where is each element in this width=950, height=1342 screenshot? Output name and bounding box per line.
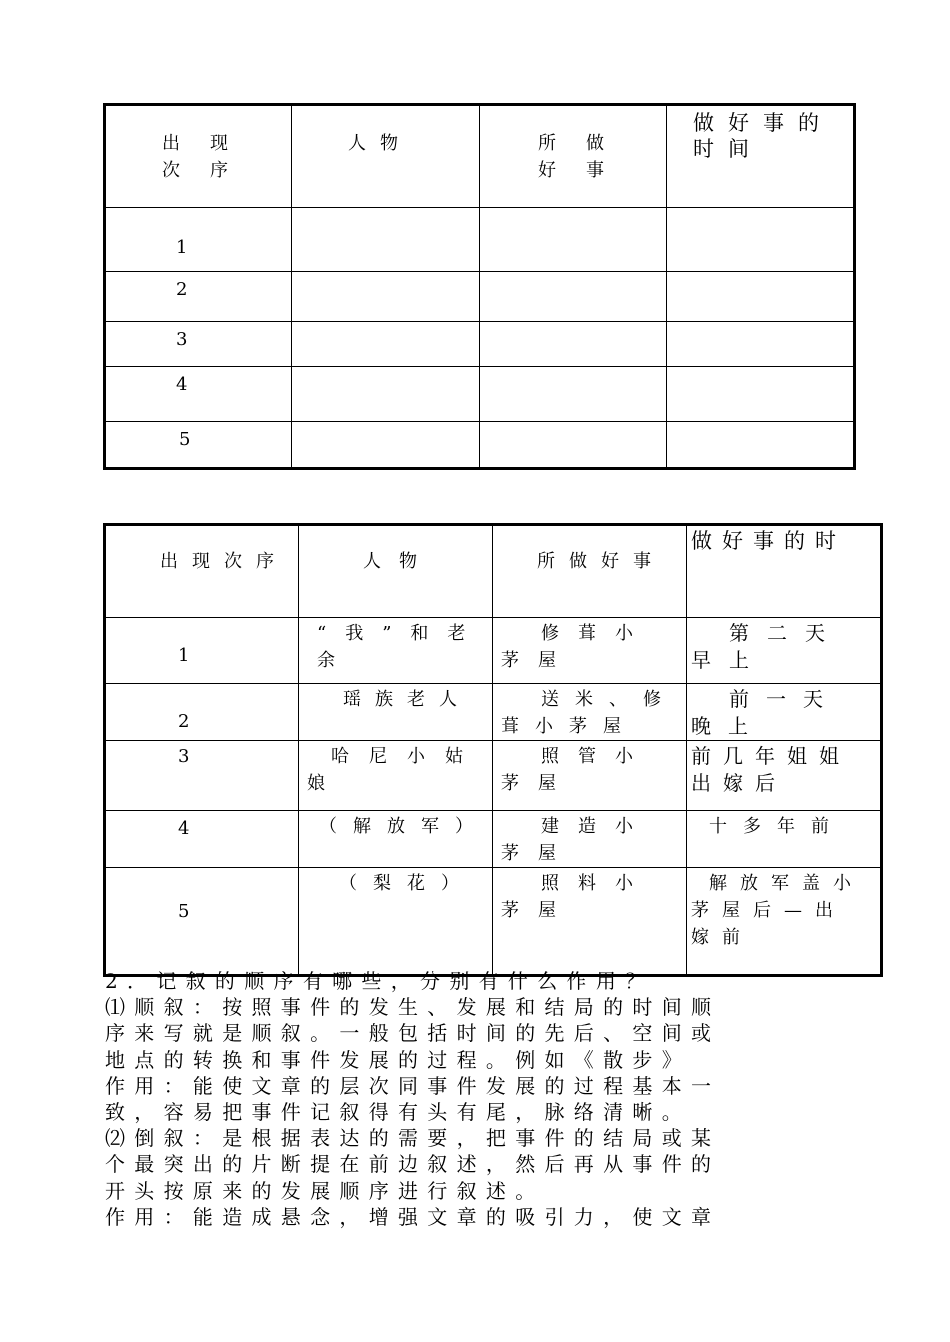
order-cell: 5 bbox=[105, 868, 299, 976]
table-row bbox=[105, 422, 855, 469]
table-header-row bbox=[105, 105, 855, 208]
table-row bbox=[105, 322, 855, 367]
deed-cell bbox=[480, 422, 667, 469]
table-row bbox=[105, 618, 882, 684]
question-heading: 2．记叙的顺序有哪些，分别有什么作用？ bbox=[105, 969, 655, 993]
text-line: 个最突出的片断提在前边叙述，然后再从事件的 bbox=[105, 1152, 721, 1177]
time-cell: 第二天早上 bbox=[687, 618, 882, 684]
header-person: 人物 bbox=[299, 525, 493, 618]
time-cell bbox=[667, 208, 855, 272]
header-person: 人物 bbox=[292, 105, 480, 208]
header-order: 出现次序 bbox=[105, 525, 299, 618]
text-line: 作用：能使文章的层次同事件发展的过程基本一 bbox=[105, 1073, 721, 1098]
header-time: 做好事的时间 bbox=[667, 105, 855, 208]
table-row bbox=[105, 741, 882, 811]
person-cell bbox=[292, 208, 480, 272]
text-line: 致，容易把事件记叙得有头有尾，脉络清晰。 bbox=[105, 1100, 691, 1125]
header-order: 出现次序 bbox=[105, 105, 292, 208]
time-cell: 前几年姐姐出嫁后 bbox=[687, 741, 882, 811]
deed-cell: 送米、修葺小茅屋 bbox=[493, 684, 687, 741]
time-cell bbox=[667, 272, 855, 322]
deed-cell: 照料小茅屋 bbox=[493, 868, 687, 976]
table-row bbox=[105, 367, 855, 422]
text-line: ⑴顺叙：按照事件的发生、发展和结局的时间顺 bbox=[105, 995, 721, 1020]
text-line: 开头按原来的发展顺序进行叙述。 bbox=[105, 1178, 545, 1203]
deed-cell bbox=[480, 272, 667, 322]
time-cell bbox=[667, 422, 855, 469]
time-cell bbox=[667, 367, 855, 422]
order-cell: 4 bbox=[105, 811, 299, 868]
table-header-row bbox=[105, 525, 882, 618]
person-cell: （解放军） bbox=[299, 811, 493, 868]
table-1 bbox=[103, 103, 856, 470]
table-2 bbox=[103, 523, 883, 977]
deed-cell: 照管小茅屋 bbox=[493, 741, 687, 811]
order-cell: 2 bbox=[105, 272, 292, 322]
text-line: 地点的转换和事件发展的过程。例如《散步》 bbox=[105, 1047, 691, 1072]
order-cell: 1 bbox=[105, 208, 292, 272]
text-line: ⑵倒叙：是根据表达的需要，把事件的结局或某 bbox=[105, 1126, 721, 1151]
deed-cell bbox=[480, 367, 667, 422]
table-row bbox=[105, 208, 855, 272]
order-cell: 4 bbox=[105, 367, 292, 422]
person-cell: “我”和老余 bbox=[299, 618, 493, 684]
person-cell bbox=[292, 367, 480, 422]
header-time: 做好事的时 bbox=[687, 525, 882, 618]
person-cell bbox=[292, 272, 480, 322]
table-row bbox=[105, 811, 882, 868]
table-row bbox=[105, 272, 855, 322]
person-cell bbox=[292, 422, 480, 469]
deed-cell bbox=[480, 208, 667, 272]
text-line: 作用：能造成悬念，增强文章的吸引力，使文章 bbox=[105, 1204, 721, 1229]
order-cell: 3 bbox=[105, 741, 299, 811]
deed-cell bbox=[480, 322, 667, 367]
time-cell: 前一天晚上 bbox=[687, 684, 882, 741]
order-cell: 3 bbox=[105, 322, 292, 367]
time-cell: 十多年前 bbox=[687, 811, 882, 868]
order-cell: 1 bbox=[105, 618, 299, 684]
text-line: 序来写就是顺叙。一般包括时间的先后、空间或 bbox=[105, 1021, 721, 1046]
header-deed: 所做好事 bbox=[480, 105, 667, 208]
table-row bbox=[105, 684, 882, 741]
time-cell bbox=[667, 322, 855, 367]
person-cell bbox=[292, 322, 480, 367]
deed-cell: 修葺小茅屋 bbox=[493, 618, 687, 684]
header-deed: 所做好事 bbox=[493, 525, 687, 618]
person-cell: （梨花） bbox=[299, 868, 493, 976]
table-row bbox=[105, 868, 882, 976]
body-text bbox=[105, 968, 840, 1230]
order-cell: 5 bbox=[105, 422, 292, 469]
order-cell: 2 bbox=[105, 684, 299, 741]
time-cell: 解放军盖小茅屋后—出嫁前 bbox=[687, 868, 882, 976]
deed-cell: 建造小茅屋 bbox=[493, 811, 687, 868]
person-cell: 哈尼小姑娘 bbox=[299, 741, 493, 811]
person-cell: 瑶族老人 bbox=[299, 684, 493, 741]
